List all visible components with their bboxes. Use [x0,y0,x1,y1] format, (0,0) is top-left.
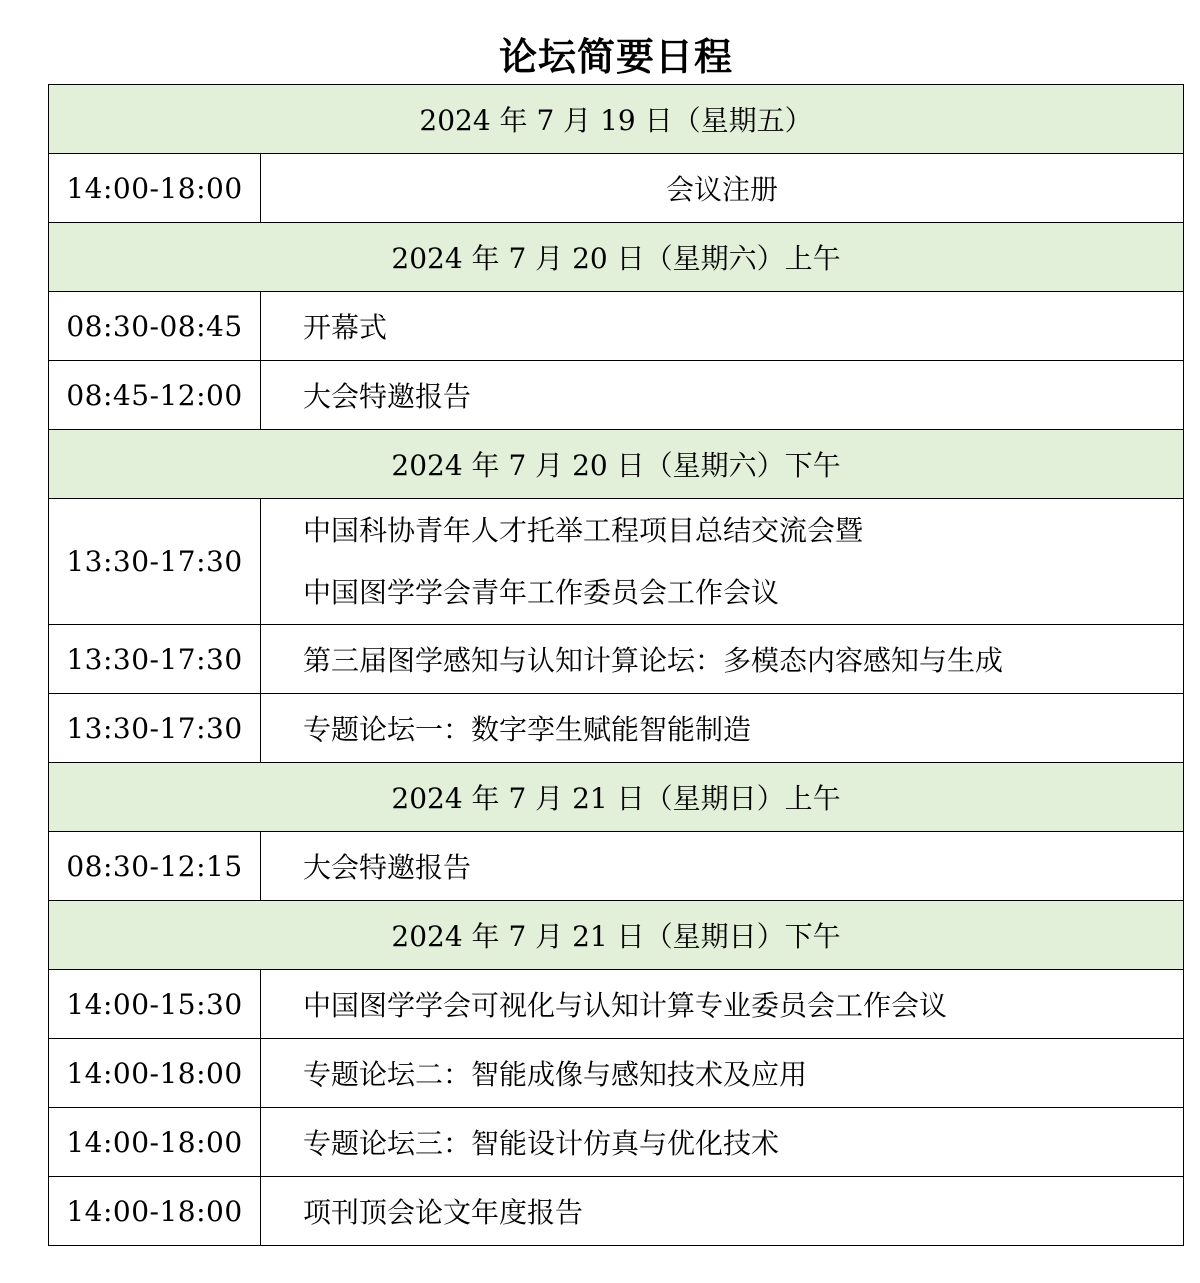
session-time: 14:00-18:00 [49,154,261,223]
table-row [49,1108,1184,1177]
day-header: 2024 年 7 月 20 日（星期六）上午 [49,223,1184,292]
session-time: 08:30-08:45 [49,292,261,361]
table-row [49,1039,1184,1108]
table-row [49,292,1184,361]
day-header-row [49,85,1184,154]
session-event: 大会特邀报告 [261,832,1184,901]
day-header: 2024 年 7 月 19 日（星期五） [49,85,1184,154]
session-event: 开幕式 [261,292,1184,361]
day-header: 2024 年 7 月 20 日（星期六）下午 [49,430,1184,499]
page-title: 论坛简要日程 [498,35,733,79]
session-event: 专题论坛一：数字孪生赋能智能制造 [261,694,1184,763]
session-event: 第三届图学感知与认知计算论坛：多模态内容感知与生成 [261,625,1184,694]
schedule-table [48,84,1184,1246]
session-event: 大会特邀报告 [261,361,1184,430]
table-row [49,154,1184,223]
session-time: 14:00-18:00 [49,1108,261,1177]
session-time: 14:00-18:00 [49,1039,261,1108]
session-time: 14:00-18:00 [49,1177,261,1246]
session-time: 08:45-12:00 [49,361,261,430]
table-row [49,499,1184,625]
day-header: 2024 年 7 月 21 日（星期日）上午 [49,763,1184,832]
session-event: 会议注册 [261,154,1184,223]
session-time: 14:00-15:30 [49,970,261,1039]
day-header-row [49,763,1184,832]
table-row [49,625,1184,694]
session-time: 08:30-12:15 [49,832,261,901]
session-event: 中国图学学会可视化与认知计算专业委员会工作会议 [261,970,1184,1039]
day-header-row [49,430,1184,499]
table-row [49,832,1184,901]
session-event-line: 中国图学学会青年工作委员会工作会议 [303,575,780,609]
session-time: 13:30-17:30 [49,499,261,625]
table-row [49,970,1184,1039]
day-header: 2024 年 7 月 21 日（星期日）下午 [49,901,1184,970]
table-row [49,694,1184,763]
session-time: 13:30-17:30 [49,694,261,763]
table-row [49,361,1184,430]
day-header-row [49,901,1184,970]
session-event: 专题论坛二：智能成像与感知技术及应用 [261,1039,1184,1108]
session-event-line: 中国科协青年人才托举工程项目总结交流会暨 [303,513,864,547]
session-time: 13:30-17:30 [49,625,261,694]
session-event: 项刊顶会论文年度报告 [261,1177,1184,1246]
session-event [261,499,1184,625]
table-row [49,1177,1184,1246]
day-header-row [49,223,1184,292]
session-event: 专题论坛三：智能设计仿真与优化技术 [261,1108,1184,1177]
